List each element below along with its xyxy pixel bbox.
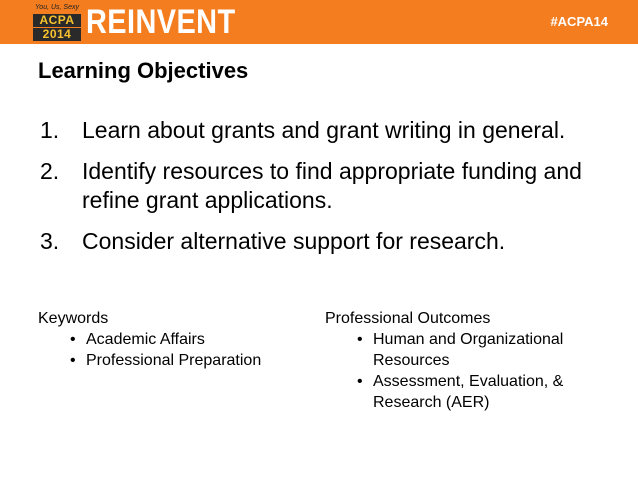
keywords-section — [38, 308, 308, 371]
hashtag: #ACPA14 — [550, 14, 608, 29]
outcomes-section — [325, 308, 615, 413]
outcome-item: • Assessment, Evaluation, & Research (AER) — [357, 373, 564, 411]
objective-item — [40, 227, 600, 256]
outcomes-list — [325, 329, 615, 413]
objective-text: Learn about grants and grant writing in general. — [82, 117, 566, 143]
keyword-text: Academic Affairs — [86, 331, 205, 348]
header-banner — [0, 0, 638, 44]
logo-tagline: You, Us, Sexy — [35, 4, 79, 11]
objective-text: Consider alternative support for research. — [82, 228, 506, 254]
logo-year: 2014 — [33, 28, 81, 41]
reinvent-logo-text: REINVENT — [86, 3, 236, 41]
objective-number: 3. — [40, 228, 60, 254]
keyword-text: Professional Preparation — [86, 352, 262, 369]
slide-title: Learning Objectives — [38, 58, 249, 83]
keyword-item: • Academic Affairs — [70, 331, 205, 348]
objective-item — [40, 157, 600, 215]
acpa-logo — [33, 2, 81, 42]
keywords-heading: Keywords — [38, 310, 109, 327]
objective-number: 1. — [40, 117, 60, 143]
objective-text: Identify resources to find appropriate funding and refine grant applications. — [82, 158, 582, 213]
outcomes-heading: Professional Outcomes — [325, 310, 491, 327]
objectives-list — [40, 116, 600, 268]
outcome-text: Assessment, Evaluation, & Research (AER) — [373, 373, 564, 411]
objective-number: 2. — [40, 158, 60, 184]
keywords-list — [38, 329, 308, 371]
objective-item — [40, 116, 600, 145]
keyword-item: • Professional Preparation — [70, 352, 262, 369]
logo-acpa: ACPA — [33, 14, 81, 27]
outcome-text: Human and Organizational Resources — [373, 331, 564, 369]
outcome-item: • Human and Organizational Resources — [357, 331, 564, 369]
